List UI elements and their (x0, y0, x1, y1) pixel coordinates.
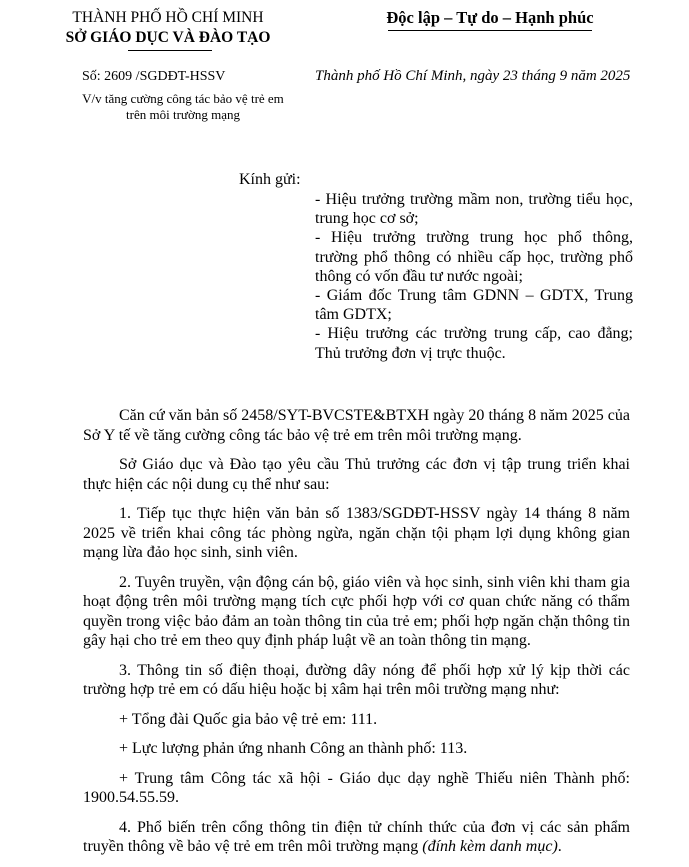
attachment-note: (đính kèm danh mục) (422, 838, 558, 855)
issuing-authority (48, 8, 288, 48)
document-subject (38, 91, 328, 123)
department-underline (128, 50, 212, 51)
issue-date: Thành phố Hồ Chí Minh, ngày 23 tháng 9 năm 2025 (315, 68, 631, 84)
body-paragraph-item-2: 2. Tuyên truyền, vận động cán bộ, giáo viên và học sinh, sinh viên khi tham gia hoạt động trên môi trường mạng tích cực phối hợp với cơ quan chức năng có thẩm quyền trong việc bảo đảm an toàn thông tin của trẻ em; phối hợp ngăn chặn thông tin gây hại cho trẻ em theo quy định pháp luật về an toàn thông tin mạng. (83, 573, 630, 649)
department-name: SỞ GIÁO DỤC VÀ ĐÀO TẠO (65, 29, 271, 46)
document-number: Số: 2609 /SGDĐT-HSSV (82, 69, 226, 84)
national-motto: Độc lập – Tự do – Hạnh phúc (386, 8, 594, 27)
document-body (83, 406, 630, 867)
body-paragraph-legal-basis: Căn cứ văn bản số 2458/SYT-BVCSTE&BTXH ngày 20 tháng 8 năm 2025 của Sở Y tế về tăng cường công tác bảo vệ trẻ em trên môi trường mạng. (83, 407, 630, 444)
city-name: THÀNH PHỐ HỒ CHÍ MINH (72, 9, 264, 26)
hotline-police: + Lực lượng phản ứng nhanh Công an thành phố: 113. (119, 740, 468, 757)
item-4-end: . (557, 838, 562, 855)
recipients-list (315, 190, 633, 363)
body-paragraph-request: Sở Giáo dục và Đào tạo yêu cầu Thủ trưởng các đơn vị tập trung triển khai thực hiện các nội dung cụ thể như sau: (83, 456, 630, 493)
body-paragraph-item-4 (83, 818, 630, 857)
body-paragraph-item-1: 1. Tiếp tục thực hiện văn bản số 1383/SGDĐT-HSSV ngày 14 tháng 8 năm 2025 về triển khai công tác phòng ngừa, ngăn chặn tội phạm lợi dụng không gian mạng lừa đảo học sinh, sinh viên. (83, 505, 630, 561)
body-paragraph-item-3: 3. Thông tin số điện thoại, đường dây nóng để phối hợp xử lý kịp thời các trường hợp trẻ em có dấu hiệu hoặc bị xâm hại trên môi trường mạng như: (83, 661, 630, 698)
recipients-label: Kính gửi: (239, 171, 301, 188)
hotline-social-work-center: + Trung tâm Công tác xã hội - Giáo dục dạy nghề Thiếu niên Thành phố: 1900.54.55.59. (83, 769, 630, 806)
motto-underline (388, 30, 592, 31)
subject-line-2: trên môi trường mạng (126, 107, 240, 122)
recipient-item: - Hiệu trưởng trường trung học phổ thông, trường phổ thông có nhiều cấp học, trường phổ thông có vốn đầu tư nước ngoài; (315, 229, 633, 285)
recipient-item: - Hiệu trưởng trường mầm non, trường tiểu học, trung học cơ sở; (315, 191, 633, 228)
recipient-item: - Hiệu trưởng các trường trung cấp, cao đẳng; Thủ trưởng đơn vị trực thuộc. (315, 325, 633, 362)
item-4-text: 4. Phổ biến trên cổng thông tin điện tử chính thức của đơn vị các sản phẩm truyền thông về bảo vệ trẻ em trên môi trường mạng (83, 818, 630, 855)
subject-line-1: V/v tăng cường công tác bảo vệ trẻ em (82, 91, 284, 106)
recipient-item: - Giám đốc Trung tâm GDNN – GDTX, Trung tâm GDTX; (315, 287, 633, 324)
hotline-child-protection: + Tổng đài Quốc gia bảo vệ trẻ em: 111. (119, 710, 378, 728)
